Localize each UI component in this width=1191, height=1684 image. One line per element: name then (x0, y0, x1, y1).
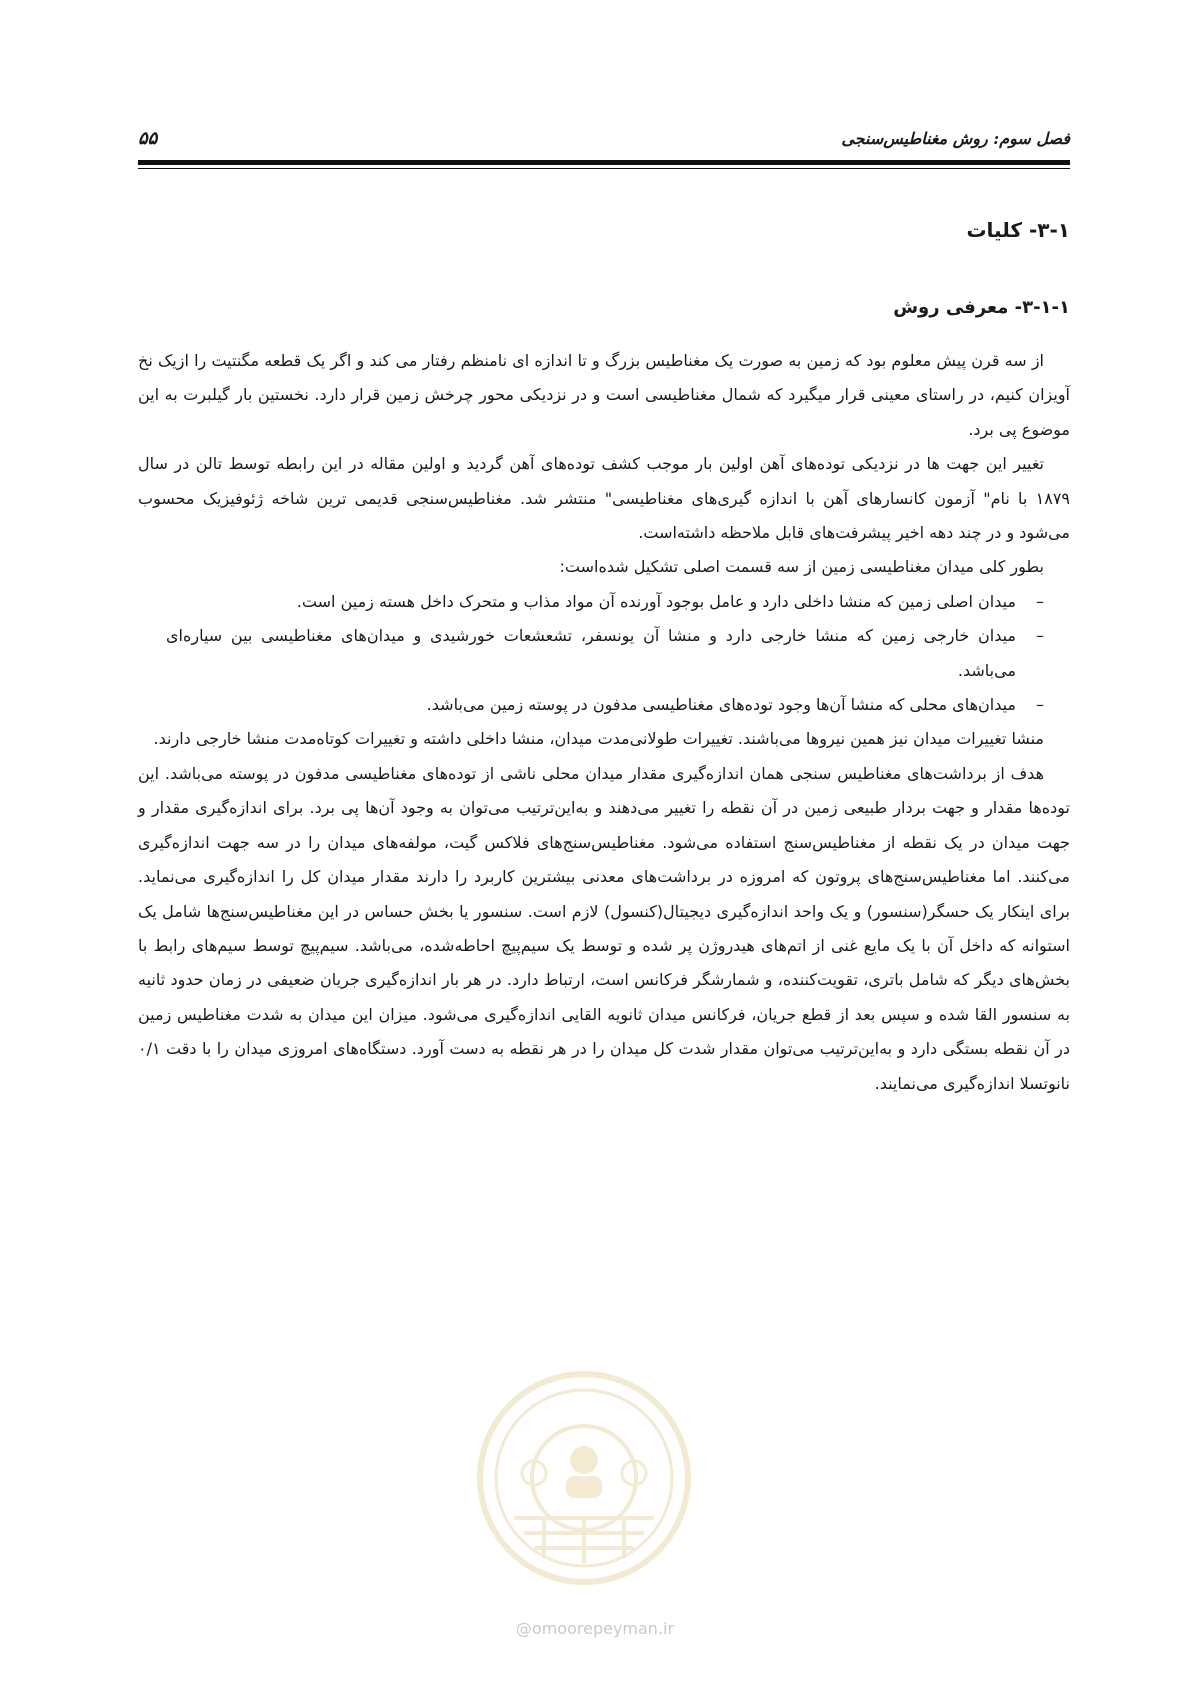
watermark-website: @omoorepeyman.ir (515, 1619, 675, 1638)
list-item-text: میدان خارجی زمین که منشا خارجی دارد و منشا آن یونسفر، تشعشعات خورشیدی و میدان‌های مغناطیسی بین سیاره‌ای می‌باشد. (166, 626, 1016, 680)
body-text (138, 344, 1070, 1101)
paragraph-magnetometer: هدف از برداشت‌های مغناطیس سنجی همان اندازه‌گیری مقدار میدان محلی ناشی از توده‌های مغناطیسی مدفون در پوسته می‌باشد. این توده‌ها مقدار و جهت بردار طبیعی زمین در آن نقطه را تغییر می‌دهند و به‌این‌ترتیب می‌توان به وجود آن‌ها پی برد. برای اندازه‌گیری مقدار و جهت میدان در یک نقطه از مغناطیس‌سنج استفاده می‌شود. مغناطیس‌سنج‌های فلاکس گیت، مولفه‌های میدان را در سه جهت اندازه‌گیری می‌کنند. اما مغناطیس‌سنج‌های پروتون که امروزه در برداشت‌های معدنی بیشترین کاربرد را دارند مقدار میدان کل را اندازه‌گیری می‌نماید. برای اینکار یک حسگر(سنسور) و یک واحد اندازه‌گیری دیجیتال(کنسول) لازم است. سنسور یا بخش حساس در این مغناطیس‌سنج‌ها شامل یک استوانه که داخل آن با یک مایع غنی از اتم‌های هیدروژن پر شده و توسط یک سیم‌پیچ احاطه‌شده، می‌باشد. سیم‌پیچ توسط سیم‌های رابط با بخش‌های دیگر که شامل باتری، تقویت‌کننده، و شمارشگر فرکانس است، ارتباط دارد. در هر بار اندازه‌گیری جریان ضعیفی در زمان حدود ثانیه به سنسور القا شده و سپس بعد از قطع جریان، فرکانس میدان ثانویه القایی اندازه‌گیری می‌شود. میزان این میدان به شدت مغناطیس زمین در آن نقطه بستگی دارد و به‌این‌ترتیب می‌توان مقدار شدت کل میدان را در هر نقطه به دست آورد. دستگاه‌های امروزی میدان را با دقت ۰/۱ نانوتسلا اندازه‌گیری می‌نمایند. (138, 763, 1070, 1093)
header-rule-thin (138, 168, 1070, 169)
paragraph-history: تغییر این جهت ها در نزدیکی توده‌های آهن اولین بار موجب کشف توده‌های آهن گردید و اولین مقاله در این رابطه توسط تالن در سال ۱۸۷۹ با نام" آزمون کانسارهای آهن با اندازه گیری‌های مغناطیسی" منتشر شد. مغناطیس‌سنجی قدیمی ترین شاخه ژئوفیزیک محسوب می‌شود و در چند دهه اخیر پیشرفت‌های قابل ملاحظه داشته‌است. (138, 454, 1070, 543)
bullet-dash: – (1036, 695, 1044, 715)
list-item (138, 585, 1044, 619)
paragraph-intro: از سه قرن پیش معلوم بود که زمین به صورت یک مغناطیس بزرگ و تا اندازه ای نامنظم رفتار می کند و اگر یک قطعه مگنتیت را ازیک نخ آویزان کنیم، در راستای معینی قرار میگیرد که شمال مغناطیسی است و در نزدیکی محور چرخش زمین قرار دارد. نخستین بار گیلبرت به این موضوع پی برد. (138, 351, 1070, 439)
list-item (138, 619, 1044, 688)
header-rule-thick (138, 160, 1070, 165)
field-components-list (138, 585, 1070, 723)
subsection-heading: ۳-۱-۱- معرفی روش (893, 297, 1070, 318)
list-item-text: میدان اصلی زمین که منشا داخلی دارد و عامل بوجود آورنده آن مواد مذاب و متحرک داخل هسته زمین است. (296, 591, 1016, 611)
paragraph-variations: منشا تغییرات میدان نیز همین نیروها می‌باشند. تغییرات طولانی‌مدت میدان، منشا داخلی داشته و تغییرات کوتاه‌مدت منشا خارجی دارند. (153, 729, 1044, 749)
list-item (138, 688, 1044, 722)
list-item-text: میدان‌های محلی که منشا آن‌ها وجود توده‌های مغناطیسی مدفون در پوسته زمین می‌باشد. (426, 695, 1016, 715)
bullet-dash: – (1036, 591, 1044, 611)
section-heading: ۳-۱- کلیات (966, 218, 1070, 242)
page-number: ۵۵ (138, 128, 158, 149)
bullet-dash: – (1036, 626, 1044, 646)
publisher-seal-watermark (474, 1368, 694, 1588)
running-header (138, 126, 1070, 152)
paragraph-field-parts: بطور کلی میدان مغناطیسی زمین از سه قسمت اصلی تشکیل شده‌است: (559, 557, 1044, 577)
chapter-title: فصل سوم: روش مغناطیس‌سنجی (841, 129, 1070, 148)
